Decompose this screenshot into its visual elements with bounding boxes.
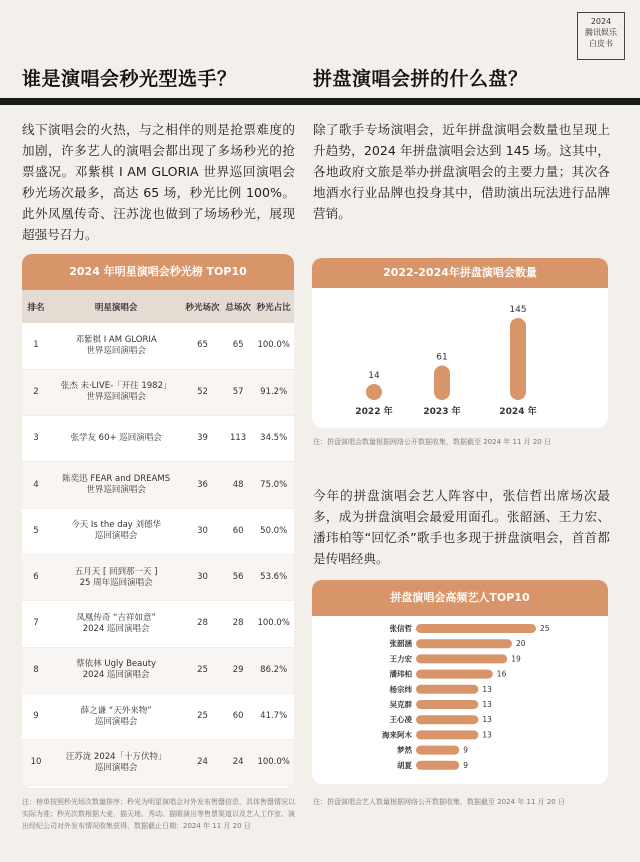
concert-name-line1: 邓紫棋 I AM GLORIA [75, 334, 157, 345]
table-row [22, 508, 294, 554]
artist-bar [416, 715, 478, 724]
ratio-cell: 53.6% [253, 554, 294, 600]
sold-out-cell: 39 [182, 416, 223, 462]
rank-cell: 7 [22, 601, 50, 647]
concert-name-line2: 世界巡回演唱会 [86, 345, 146, 356]
concert-name-line1: 五月天 [ 回到那一天 ] [74, 566, 158, 577]
right-paragraph-1: 除了歌手专场演唱会，近年拼盘演唱会数量也呈现上升趋势，2024 年拼盘演唱会达到 145 场。这其中，各地政府文旅是举办拼盘演唱会的主要力量；其次各地酒水行业品牌也投身其中，借助演出玩法进行品牌营销。 [313, 122, 610, 221]
column-bar [434, 366, 450, 400]
artist-bar [416, 746, 459, 755]
total-cell: 60 [223, 693, 253, 739]
column-category-label: 2024 年 [499, 407, 537, 417]
total-cell: 65 [223, 323, 253, 369]
artist-chart-title: 拼盘演唱会高频艺人TOP10 [312, 580, 608, 616]
total-cell: 28 [223, 601, 253, 647]
artist-value-label: 19 [511, 654, 521, 664]
concert-name-line1: 陈奕迅 FEAR and DREAMS [62, 474, 171, 485]
total-cell: 113 [223, 416, 253, 462]
concert-name-line2: 世界巡回演唱会 [86, 392, 146, 403]
table-row [22, 369, 294, 415]
ratio-cell: 75.0% [253, 462, 294, 508]
artist-bar [416, 639, 512, 648]
concert-count-chart-card [312, 258, 608, 428]
left-heading: 谁是演唱会秒光型选手？ [22, 68, 237, 90]
left-paragraph: 线下演唱会的火热，与之相伴的则是抢票难度的加剧，许多艺人的演唱会都出现了多场秒光的抢票盛况。邓紫棋 I AM GLORIA 世界巡回演唱会秒光场次最多，高达 65 场，秒光比例 100%。此外凤凰传奇、汪苏泷也做到了场场秒光，展现超强号召力。 [22, 122, 295, 242]
artist-name-label: 潘玮柏 [389, 669, 412, 679]
total-cell: 24 [223, 740, 253, 786]
rank-cell: 6 [22, 554, 50, 600]
concert-name-line2: 2024 巡回演唱会 [82, 670, 150, 681]
column-bar [510, 318, 526, 400]
concert-name-line1: 张学友 60+ 巡回演唱会 [70, 433, 162, 444]
sold-out-cell: 65 [182, 323, 223, 369]
concert-name-line2: 巡回演唱会 [94, 531, 138, 542]
table-row [22, 323, 294, 369]
sold-out-cell: 25 [182, 647, 223, 693]
ratio-cell: 86.2% [253, 647, 294, 693]
artist-chart-card [312, 580, 608, 784]
ranking-table-card [22, 254, 294, 788]
artist-chart [312, 616, 608, 784]
artist-name-label: 王心凌 [389, 715, 412, 725]
rank-cell: 1 [22, 323, 50, 369]
concert-name-line1: 凤凰传奇 “吉祥如意” [76, 612, 156, 623]
table-row [22, 601, 294, 647]
concert-name-line1: 薛之谦 “天外来物” [80, 705, 152, 716]
rank-cell: 4 [22, 462, 50, 508]
concert-name-line1: 蔡依林 Ugly Beauty [76, 659, 157, 670]
table-footnote: 注：榜单按照秒光场次数量排序；秒光为明星演唱会对外发布售罄信息，具体售罄情况以实际为准；秒光次数根据大麦、猫天地、秀动、猫眼演出等售票渠道以及艺人工作室、演出经纪公司对外发布情况收集获得，数据截止日期：2024 年 11 月 20 日 [22, 798, 295, 830]
concert-name-line2: 世界巡回演唱会 [86, 485, 146, 496]
artist-bar [416, 730, 478, 739]
ratio-cell: 34.5% [253, 416, 294, 462]
artist-name-label: 杨宗纬 [389, 684, 412, 694]
total-cell: 48 [223, 462, 253, 508]
concert-name-line2: 25 周年巡回演唱会 [79, 577, 153, 588]
concert-cell [50, 462, 182, 508]
col-concert: 明星演唱会 [50, 290, 182, 323]
concert-cell [50, 693, 182, 739]
artist-value-label: 13 [482, 730, 492, 740]
artist-value-label: 13 [482, 700, 492, 709]
concert-name-line2: 巡回演唱会 [94, 762, 138, 773]
concert-cell [50, 647, 182, 693]
rank-cell: 8 [22, 647, 50, 693]
count-chart-footnote: 注：拼盘演唱会数量根据网络公开数据收集，数据截至 2024 年 11 月 20 日 [313, 438, 551, 446]
col-sold-out: 秒光场次 [182, 290, 223, 323]
table-row [22, 647, 294, 693]
ranking-table [22, 290, 294, 786]
artist-name-label: 张信哲 [389, 624, 412, 633]
artist-bar [416, 654, 507, 663]
column-value-label: 61 [436, 352, 448, 363]
artist-chart-footnote: 注：拼盘演唱会艺人数量根据网络公开数据收集，数据截至 2024 年 11 月 20 日 [313, 798, 565, 806]
table-header-row [22, 290, 294, 323]
sold-out-cell: 36 [182, 462, 223, 508]
column-value-label: 14 [368, 371, 380, 381]
table-row [22, 740, 294, 786]
concert-name-line1: 今天 Is the day 刘德华 [71, 520, 162, 531]
concert-cell [50, 323, 182, 369]
sold-out-cell: 30 [182, 508, 223, 554]
sold-out-cell: 52 [182, 369, 223, 415]
column-category-label: 2023 年 [423, 407, 461, 417]
artist-value-label: 25 [540, 624, 550, 633]
ratio-cell: 100.0% [253, 323, 294, 369]
ratio-cell: 50.0% [253, 508, 294, 554]
column-category-label: 2022 年 [355, 407, 393, 417]
sold-out-cell: 30 [182, 554, 223, 600]
right-heading: 拼盘演唱会拼的什么盘？ [313, 68, 528, 90]
brand-logo [577, 12, 625, 60]
concert-name-line1: 张杰 未·LIVE-「开往 1982」 [60, 381, 172, 392]
table-row [22, 693, 294, 739]
artist-value-label: 13 [482, 715, 492, 725]
concert-cell [50, 601, 182, 647]
artist-bar [416, 700, 478, 709]
concert-name-line1: 汪苏泷 2024「十万伏特」 [65, 751, 167, 762]
right-paragraph-2: 今年的拼盘演唱会艺人阵容中，张信哲出席场次最多，成为拼盘演唱会最爱用面孔。张韶涵、王力宏、潘玮柏等“回忆杀”歌手也多现于拼盘演唱会，首首都是传唱经典。 [313, 488, 610, 566]
concert-cell [50, 369, 182, 415]
sold-out-cell: 25 [182, 693, 223, 739]
total-cell: 57 [223, 369, 253, 415]
artist-bar [416, 624, 536, 633]
ratio-cell: 91.2% [253, 369, 294, 415]
artist-bar [416, 761, 459, 770]
artist-name-label: 梦然 [397, 745, 412, 755]
concert-cell [50, 554, 182, 600]
col-ratio: 秒光占比 [253, 290, 294, 323]
artist-name-label: 吴克群 [389, 700, 412, 709]
artist-name-label: 海来阿木 [382, 730, 412, 740]
table-row [22, 554, 294, 600]
table-row [22, 462, 294, 508]
column-value-label: 145 [509, 305, 527, 315]
concert-cell [50, 508, 182, 554]
concert-name-line2: 巡回演唱会 [94, 716, 138, 727]
logo-year: 2024 [590, 17, 612, 26]
rank-cell: 10 [22, 740, 50, 786]
rank-cell: 9 [22, 693, 50, 739]
artist-value-label: 9 [463, 745, 468, 755]
rank-cell: 3 [22, 416, 50, 462]
sold-out-cell: 28 [182, 601, 223, 647]
col-rank: 排名 [22, 290, 50, 323]
rank-cell: 5 [22, 508, 50, 554]
artist-name-label: 张韶涵 [389, 639, 412, 649]
column-bar [366, 384, 382, 400]
ratio-cell: 100.0% [253, 601, 294, 647]
artist-bar [416, 685, 478, 694]
total-cell: 29 [223, 647, 253, 693]
artist-name-label: 胡夏 [397, 760, 412, 770]
artist-name-label: 王力宏 [389, 654, 412, 664]
sold-out-cell: 24 [182, 740, 223, 786]
table-row [22, 416, 294, 462]
concert-name-line2: 2024 巡回演唱会 [82, 623, 150, 634]
ratio-cell: 100.0% [253, 740, 294, 786]
ranking-table-title: 2024 年明星演唱会秒光榜 TOP10 [22, 254, 294, 290]
logo-brand: 腾讯娱乐 [585, 28, 617, 37]
concert-count-chart-title: 2022-2024年拼盘演唱会数量 [312, 258, 608, 288]
total-cell: 56 [223, 554, 253, 600]
artist-value-label: 16 [496, 669, 507, 679]
artist-value-label: 13 [482, 684, 492, 694]
total-cell: 60 [223, 508, 253, 554]
artist-bar [416, 670, 493, 679]
rank-cell: 2 [22, 369, 50, 415]
concert-cell [50, 740, 182, 786]
col-total: 总场次 [223, 290, 253, 323]
header-divider [0, 98, 640, 105]
concert-cell [50, 416, 182, 462]
logo-subtitle: 白皮书 [589, 39, 613, 48]
ratio-cell: 41.7% [253, 693, 294, 739]
artist-value-label: 20 [516, 639, 526, 649]
artist-value-label: 9 [463, 760, 468, 770]
concert-count-chart [312, 288, 608, 428]
